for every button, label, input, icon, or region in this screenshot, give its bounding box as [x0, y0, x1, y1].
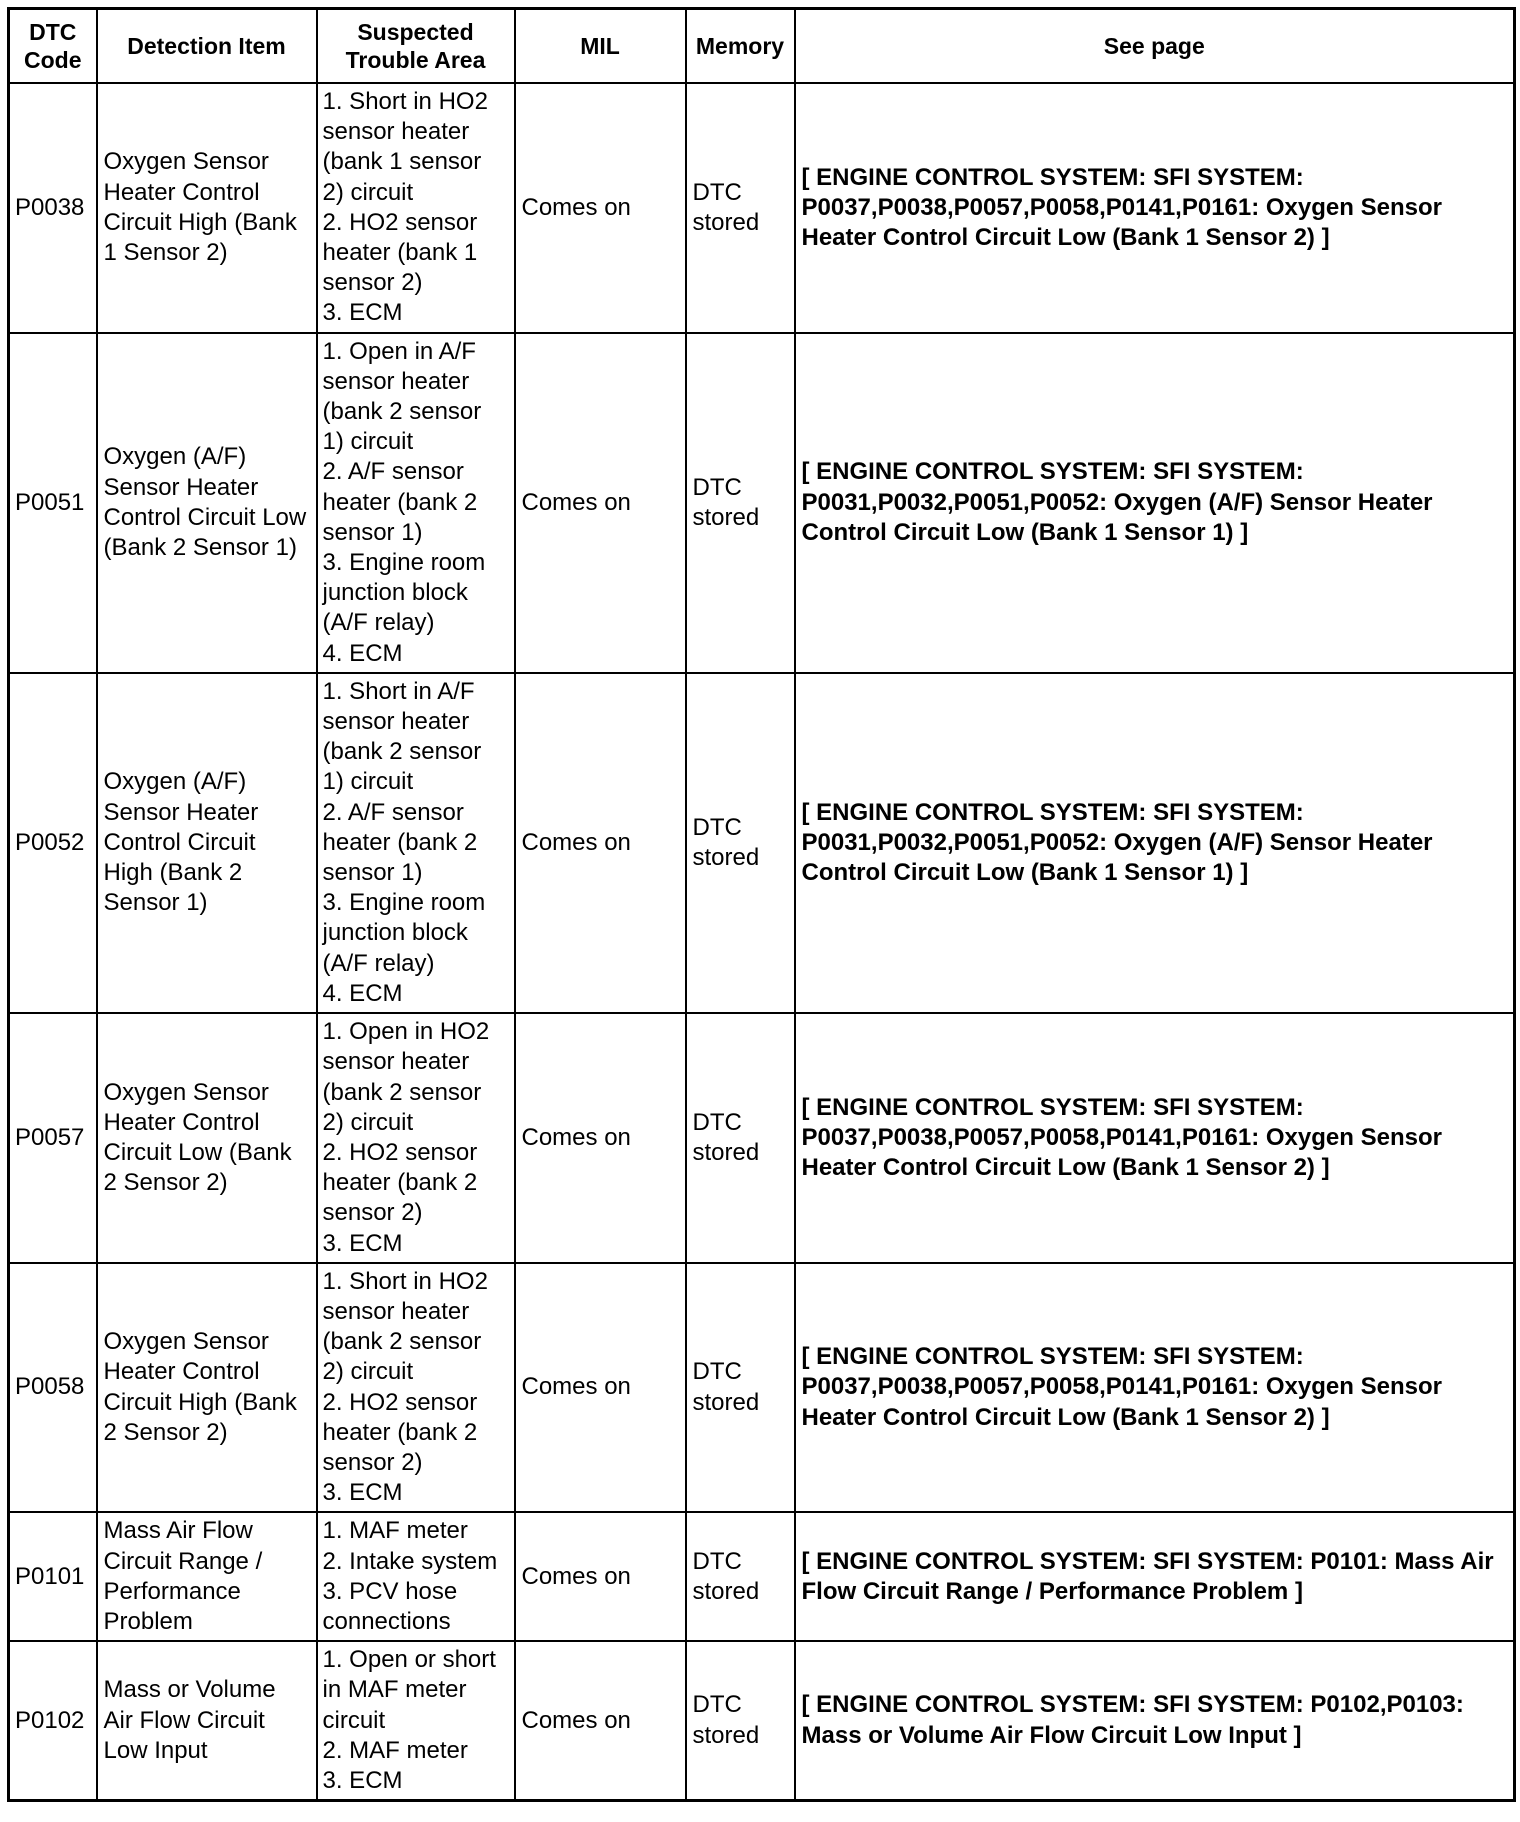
- table-row: [9, 83, 1515, 333]
- detection-item-cell: Oxygen (A/F) Sensor Heater Control Circuit High (Bank 2 Sensor 1): [97, 673, 317, 1013]
- suspected-trouble-area-cell: [317, 673, 515, 1013]
- suspected-trouble-area-cell: [317, 1263, 515, 1513]
- trouble-area-line: (A/F relay): [322, 609, 435, 637]
- header-detection-item: Detection Item: [97, 9, 317, 84]
- dtc-table-body: [9, 83, 1515, 1801]
- header-suspected-trouble-area: Suspected Trouble Area: [317, 9, 515, 84]
- trouble-area-line: (bank 2 sensor: [322, 738, 482, 766]
- dtc-table: [7, 7, 1516, 1802]
- trouble-area-line: 3. ECM: [322, 1479, 403, 1507]
- trouble-area-line: 2. HO2 sensor: [322, 208, 478, 236]
- trouble-area-line: 2. A/F sensor: [322, 798, 464, 826]
- trouble-area-line: 1. Short in HO2: [322, 88, 488, 115]
- memory-cell: DTC stored: [686, 1512, 795, 1641]
- trouble-area-line: 1. Open in A/F: [322, 337, 476, 365]
- trouble-area-line: sensor heater: [322, 1297, 470, 1325]
- trouble-area-line: circuit: [322, 1706, 386, 1734]
- mil-cell: Comes on: [515, 83, 686, 333]
- detection-item-cell: Mass or Volume Air Flow Circuit Low Input: [97, 1641, 317, 1801]
- see-page-cell: [ ENGINE CONTROL SYSTEM: SFI SYSTEM: P0037,P0038,P0057,P0058,P0141,P0161: Oxygen Sensor Heater Control Circuit Low (Bank 1 Sensor 2) ]: [795, 83, 1515, 333]
- memory-cell: DTC stored: [686, 673, 795, 1013]
- memory-cell: DTC stored: [686, 1263, 795, 1513]
- trouble-area-line: 2) circuit: [322, 178, 414, 206]
- see-page-cell: [ ENGINE CONTROL SYSTEM: SFI SYSTEM: P0102,P0103: Mass or Volume Air Flow Circuit Low Input ]: [795, 1641, 1515, 1801]
- trouble-area-line: (A/F relay): [322, 949, 435, 977]
- table-row: [9, 1013, 1515, 1263]
- trouble-area-line: 2. A/F sensor: [322, 458, 464, 486]
- suspected-trouble-area-cell: [317, 1512, 515, 1641]
- dtc-code-cell: P0038: [9, 83, 97, 333]
- dtc-code-cell: P0101: [9, 1512, 97, 1641]
- trouble-area-line: 1. Short in HO2: [322, 1267, 488, 1295]
- table-row: [9, 1512, 1515, 1641]
- trouble-area-line: sensor heater: [322, 1048, 470, 1076]
- memory-cell: DTC stored: [686, 1641, 795, 1801]
- trouble-area-line: 2. Intake system: [322, 1547, 498, 1575]
- dtc-code-cell: P0102: [9, 1641, 97, 1801]
- mil-cell: Comes on: [515, 1013, 686, 1263]
- table-row: [9, 1641, 1515, 1801]
- trouble-area-line: 1. Short in A/F: [322, 677, 475, 705]
- see-page-cell: [ ENGINE CONTROL SYSTEM: SFI SYSTEM: P0031,P0032,P0051,P0052: Oxygen (A/F) Sensor Heater Control Circuit Low (Bank 1 Sensor 1) ]: [795, 333, 1515, 673]
- memory-cell: DTC stored: [686, 1013, 795, 1263]
- trouble-area-line: sensor 1): [322, 518, 423, 546]
- trouble-area-line: (bank 2 sensor: [322, 1328, 482, 1356]
- trouble-area-line: sensor heater: [322, 367, 470, 395]
- trouble-area-line: connections: [322, 1607, 451, 1635]
- trouble-area-line: 3. Engine room: [322, 889, 486, 917]
- table-row: [9, 1263, 1515, 1513]
- trouble-area-line: 3. Engine room: [322, 549, 486, 577]
- detection-item-cell: Mass Air Flow Circuit Range / Performance Problem: [97, 1512, 317, 1641]
- trouble-area-line: 3. ECM: [322, 1229, 403, 1257]
- mil-cell: Comes on: [515, 333, 686, 673]
- see-page-cell: [ ENGINE CONTROL SYSTEM: SFI SYSTEM: P0037,P0038,P0057,P0058,P0141,P0161: Oxygen Sensor Heater Control Circuit Low (Bank 1 Sensor 2) ]: [795, 1263, 1515, 1513]
- trouble-area-line: 3. ECM: [322, 1766, 403, 1794]
- trouble-area-line: 3. ECM: [322, 299, 403, 327]
- trouble-area-line: (bank 2 sensor: [322, 398, 482, 426]
- mil-cell: Comes on: [515, 673, 686, 1013]
- trouble-area-line: heater (bank 2: [322, 1418, 478, 1446]
- mil-cell: Comes on: [515, 1641, 686, 1801]
- trouble-area-line: 2. HO2 sensor: [322, 1138, 478, 1166]
- trouble-area-line: 1) circuit: [322, 768, 414, 796]
- detection-item-cell: Oxygen (A/F) Sensor Heater Control Circuit Low (Bank 2 Sensor 1): [97, 333, 317, 673]
- mil-cell: Comes on: [515, 1512, 686, 1641]
- trouble-area-line: 1. Open or short: [322, 1646, 496, 1674]
- trouble-area-line: sensor 2): [322, 1448, 423, 1476]
- trouble-area-line: sensor 1): [322, 859, 423, 887]
- see-page-cell: [ ENGINE CONTROL SYSTEM: SFI SYSTEM: P0101: Mass Air Flow Circuit Range / Performance Problem ]: [795, 1512, 1515, 1641]
- trouble-area-line: (bank 2 sensor: [322, 1078, 482, 1106]
- trouble-area-line: 4. ECM: [322, 639, 403, 667]
- table-row: [9, 333, 1515, 673]
- dtc-code-cell: P0058: [9, 1263, 97, 1513]
- trouble-area-line: in MAF meter: [322, 1676, 467, 1704]
- trouble-area-line: 2) circuit: [322, 1358, 414, 1386]
- suspected-trouble-area-cell: [317, 83, 515, 333]
- detection-item-cell: Oxygen Sensor Heater Control Circuit Low (Bank 2 Sensor 2): [97, 1013, 317, 1263]
- trouble-area-line: junction block: [322, 919, 468, 947]
- memory-cell: DTC stored: [686, 333, 795, 673]
- header-mil: MIL: [515, 9, 686, 84]
- header-dtc-code: DTC Code: [9, 9, 97, 84]
- dtc-code-cell: P0052: [9, 673, 97, 1013]
- table-row: [9, 673, 1515, 1013]
- trouble-area-line: 1. MAF meter: [322, 1517, 468, 1545]
- trouble-area-line: 3. PCV hose: [322, 1577, 458, 1605]
- trouble-area-line: heater (bank 2: [322, 488, 478, 516]
- header-row: [9, 9, 1515, 84]
- suspected-trouble-area-cell: [317, 333, 515, 673]
- trouble-area-line: 2. HO2 sensor: [322, 1388, 478, 1416]
- trouble-area-line: sensor heater: [322, 118, 470, 146]
- trouble-area-line: sensor 2): [322, 1199, 423, 1227]
- dtc-code-cell: P0051: [9, 333, 97, 673]
- dtc-code-cell: P0057: [9, 1013, 97, 1263]
- trouble-area-line: heater (bank 1: [322, 239, 478, 267]
- trouble-area-line: heater (bank 2: [322, 1169, 478, 1197]
- detection-item-cell: Oxygen Sensor Heater Control Circuit High (Bank 1 Sensor 2): [97, 83, 317, 333]
- suspected-trouble-area-cell: [317, 1641, 515, 1801]
- trouble-area-line: (bank 1 sensor: [322, 148, 482, 176]
- trouble-area-line: 2. MAF meter: [322, 1736, 468, 1764]
- trouble-area-line: 1. Open in HO2: [322, 1018, 490, 1046]
- trouble-area-line: sensor heater: [322, 708, 470, 736]
- trouble-area-line: junction block: [322, 579, 468, 607]
- dtc-table-container: [7, 7, 1516, 1802]
- memory-cell: DTC stored: [686, 83, 795, 333]
- trouble-area-line: 1) circuit: [322, 428, 414, 456]
- see-page-cell: [ ENGINE CONTROL SYSTEM: SFI SYSTEM: P0031,P0032,P0051,P0052: Oxygen (A/F) Sensor Heater Control Circuit Low (Bank 1 Sensor 1) ]: [795, 673, 1515, 1013]
- suspected-trouble-area-cell: [317, 1013, 515, 1263]
- mil-cell: Comes on: [515, 1263, 686, 1513]
- header-memory: Memory: [686, 9, 795, 84]
- header-see-page: See page: [795, 9, 1515, 84]
- trouble-area-line: sensor 2): [322, 269, 423, 297]
- trouble-area-line: heater (bank 2: [322, 828, 478, 856]
- trouble-area-line: 2) circuit: [322, 1108, 414, 1136]
- see-page-cell: [ ENGINE CONTROL SYSTEM: SFI SYSTEM: P0037,P0038,P0057,P0058,P0141,P0161: Oxygen Sensor Heater Control Circuit Low (Bank 1 Sensor 2) ]: [795, 1013, 1515, 1263]
- trouble-area-line: 4. ECM: [322, 979, 403, 1007]
- detection-item-cell: Oxygen Sensor Heater Control Circuit High (Bank 2 Sensor 2): [97, 1263, 317, 1513]
